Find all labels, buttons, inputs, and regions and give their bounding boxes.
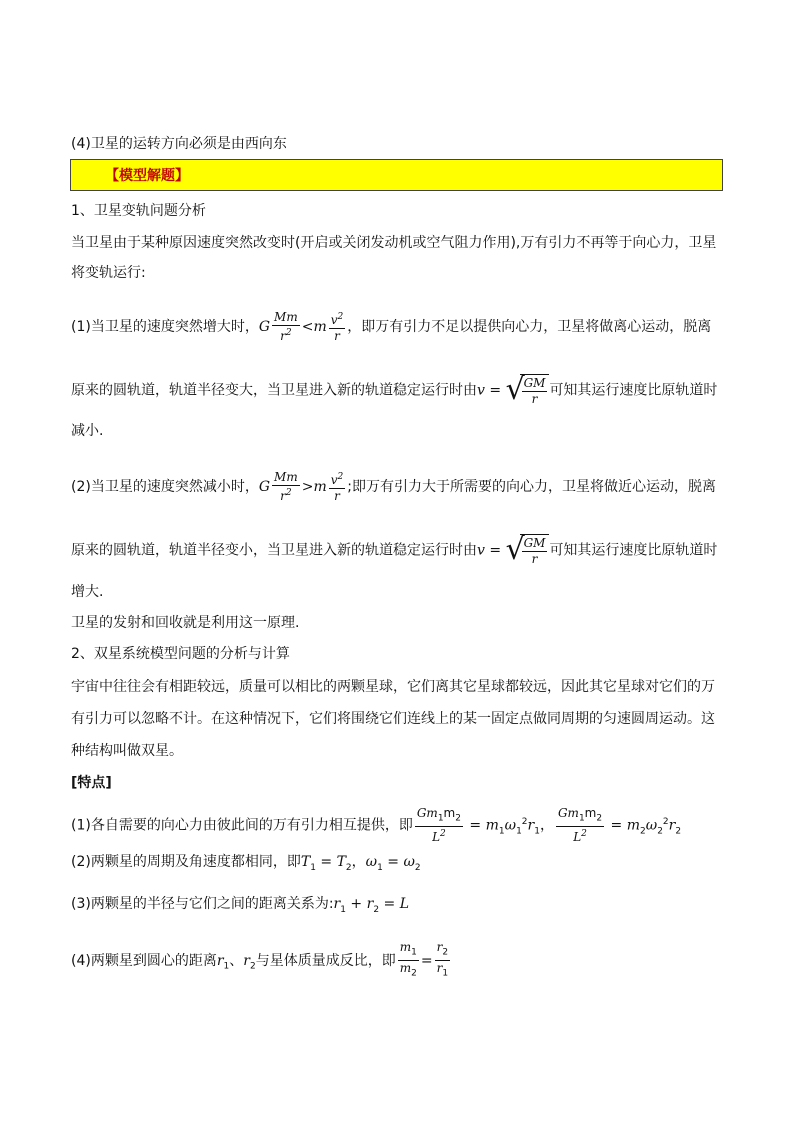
- paragraph-line: 卫星的发射和回收就是利用这一原理.: [71, 615, 300, 631]
- formula-line: (2)两颗星的周期及角速度都相同，即$T_1 = T_2$，$\omega_1 = \omega_2$: [71, 854, 421, 873]
- paragraph-line: 增大.: [71, 584, 104, 600]
- paragraph-line: 有引力可以忽略不计。在这种情况下，它们将围绕它们连线上的某一固定点做同周期的匀速圆周运动。这: [71, 711, 715, 727]
- text-line: (4)卫星的运转方向必须是由西向东: [71, 136, 287, 152]
- paragraph-line: 当卫星由于某种原因速度突然改变时(开启或关闭发动机或空气阻力作用),万有引力不再等于向心力，卫星: [71, 235, 717, 251]
- heading: 2、双星系统模型问题的分析与计算: [71, 646, 290, 662]
- formula-line: 原来的圆轨道，轨道半径变小，当卫星进入新的轨道稳定运行时由v = √ $\frac{GM}{r}$ 可知其运行速度比原轨道时: [71, 532, 718, 567]
- paragraph-line: 将变轨运行:: [71, 265, 146, 281]
- heading: 1、卫星变轨问题分析: [71, 203, 206, 219]
- paragraph-line: 减小.: [71, 423, 104, 439]
- formula-line: (4)两颗星到圆心的距离$r_1$、$r_2$与星体质量成反比，即 $\frac{m_1}{m_2}$ = $\frac{r_2}{r_1}$: [71, 940, 449, 979]
- banner-title: 【模型解题】: [105, 168, 189, 184]
- paragraph-line: 种结构叫做双星。: [71, 743, 183, 759]
- formula-line: (1)当卫星的速度突然增大时，G $\frac{Mm}{r^2}$ <m $\frac{v^2}{r}$ ，即万有引力不足以提供向心力，卫星将做离心运动，脱离: [71, 310, 712, 343]
- formula-line: (2)当卫星的速度突然减小时，G $\frac{Mm}{r^2}$ >m $\frac{v^2}{r}$ ;即万有引力大于所需要的向心力，卫星将做近心运动，脱离: [71, 470, 716, 503]
- section-banner: [70, 159, 723, 191]
- feature-heading: [特点]: [71, 775, 112, 791]
- paragraph-line: 宇宙中往往会有相距较远，质量可以相比的两颗星球，它们离其它星球都较远，因此其它星球对它们的万: [71, 679, 715, 695]
- formula-line: 原来的圆轨道，轨道半径变大，当卫星进入新的轨道稳定运行时由v = √ $\frac{GM}{r}$ 可知其运行速度比原轨道时: [71, 372, 718, 407]
- formula-line: (1)各自需要的向心力由彼此间的万有引力相互提供，即 $\frac{Gm_1m_2}{L^2}$ = $m_1\omega_1^2r_1$， $\frac{Gm_1m_2}{L^2}$ = $m_2\omega_2^2r_2$: [71, 806, 682, 845]
- formula-line: (3)两颗星的半径与它们之间的距离关系为$:r_1 + r_2 = L$: [71, 896, 409, 915]
